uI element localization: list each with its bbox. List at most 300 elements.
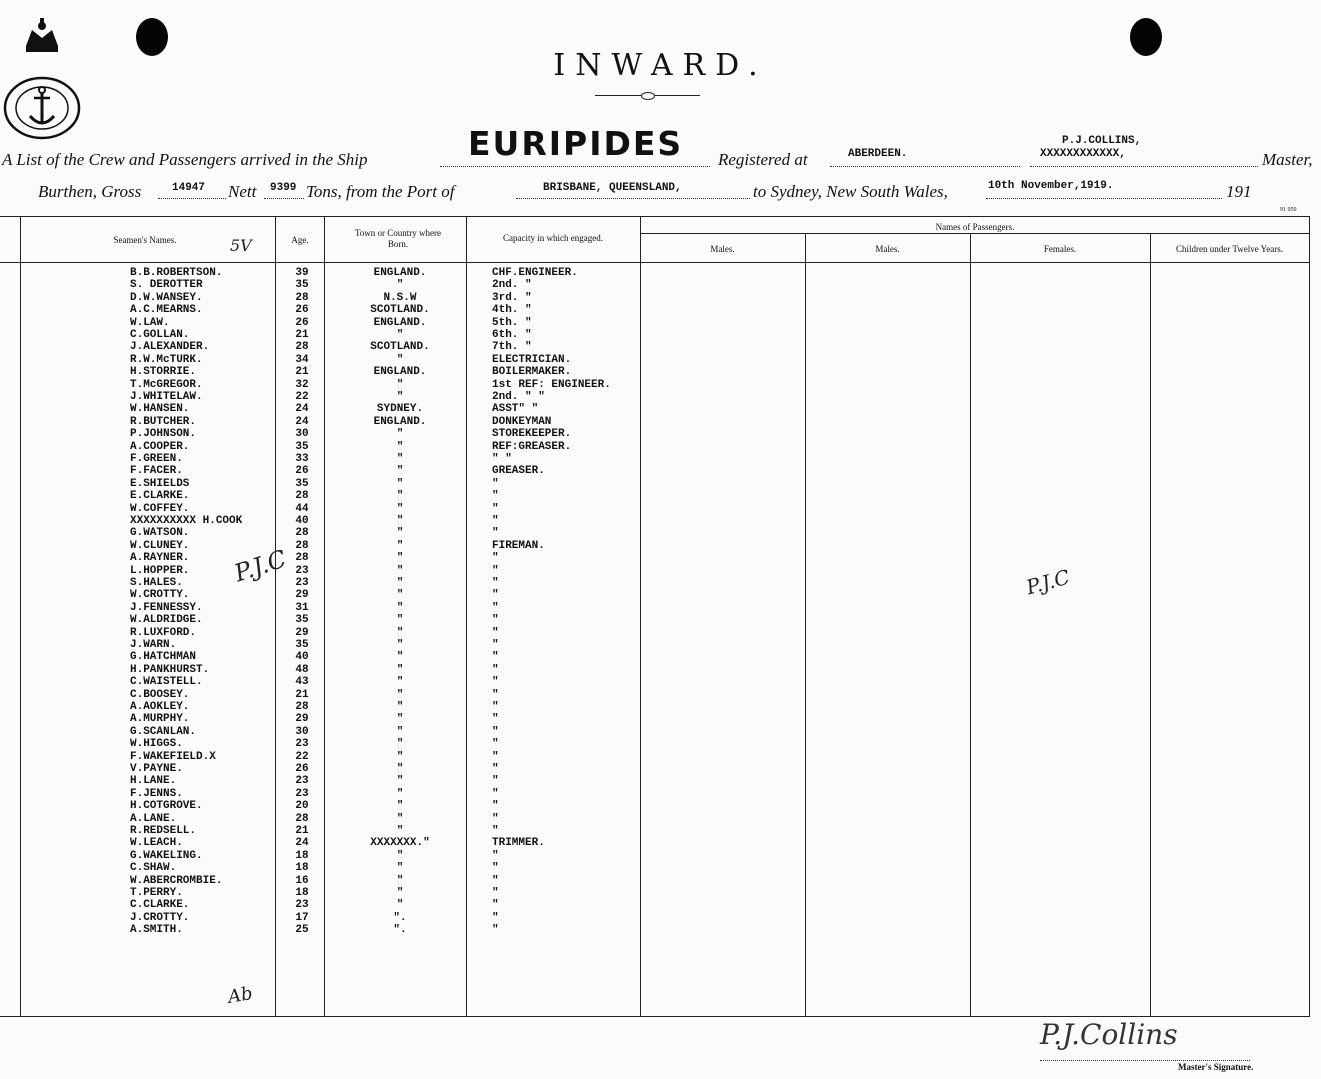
crew-age: 40 [295, 515, 309, 527]
crew-capacity: BOILERMAKER. [492, 366, 572, 379]
crew-capacity: " [492, 701, 499, 713]
crew-born: " [396, 763, 404, 775]
crew-capacity: ASST" " [492, 403, 539, 416]
crew-born: " [396, 626, 404, 639]
crew-capacity: " [492, 849, 499, 862]
crew-born: " [396, 329, 404, 341]
crew-row [0, 515, 640, 528]
crew-name: C.CLARKE. [130, 899, 190, 912]
crew-born: " [396, 601, 404, 614]
crew-age: 24 [295, 403, 309, 416]
crew-born: " [396, 589, 404, 602]
crew-born: " [396, 539, 404, 552]
from-port: BRISBANE, QUEENSLAND, [543, 182, 682, 194]
crew-name: C.BOOSEY. [130, 688, 190, 701]
crew-age: 22 [295, 391, 309, 403]
form-number: 91 950 [1280, 207, 1297, 213]
crew-age: 26 [295, 316, 309, 329]
crew-born: " [396, 787, 404, 800]
crew-born: " [396, 391, 404, 403]
crew-row [0, 552, 640, 565]
arrival-date: 10th November,1919. [988, 180, 1114, 192]
crew-capacity: " [492, 688, 499, 701]
crew-capacity: " [492, 502, 499, 515]
crew-born: " [396, 279, 404, 292]
crew-name: H.LANE. [130, 775, 177, 788]
crew-age: 29 [295, 589, 309, 602]
crew-born: " [396, 428, 404, 441]
crew-row [0, 341, 640, 354]
table-top-rule [0, 216, 1310, 217]
year-label: 191 [1226, 182, 1252, 201]
crew-name: F.JENNS. [130, 787, 183, 800]
crew-capacity: " [492, 663, 499, 676]
crew-name: G.SCANLAN. [130, 725, 197, 738]
crew-capacity: " [492, 800, 499, 813]
page-title: INWARD. [553, 48, 768, 83]
crew-capacity: FIREMAN. [492, 539, 545, 552]
crew-age: 17 [295, 911, 309, 924]
crew-born: ENGLAND. [373, 316, 427, 329]
crew-age: 24 [295, 837, 309, 850]
header-seamens-names: Seamen's Names. [113, 235, 177, 245]
crew-row [0, 453, 640, 466]
crew-row [0, 639, 640, 652]
crew-row [0, 403, 640, 416]
crew-row [0, 751, 640, 764]
crew-row [0, 490, 640, 503]
crew-age: 35 [295, 477, 309, 490]
crew-age: 33 [295, 453, 309, 465]
crew-name: H.PANKHURST. [130, 663, 210, 676]
crew-born: " [396, 663, 404, 676]
crew-name: W.HANSEN. [130, 403, 190, 416]
header-passengers: Names of Passengers. [935, 222, 1015, 232]
crew-name: A.C.MEARNS. [130, 304, 203, 317]
crew-name: H.COTGROVE. [130, 800, 203, 813]
crew-capacity: GREASER. [492, 465, 545, 478]
crew-capacity: DONKEYMAN [492, 415, 552, 428]
table-bottom-rule [0, 1016, 1310, 1017]
crew-born: " [396, 639, 404, 651]
crew-name: XXXXXXXXXX H.COOK [130, 515, 243, 527]
crew-name: E.SHIELDS [130, 477, 190, 490]
crew-name: F.GREEN. [130, 453, 183, 465]
crew-age: 23 [295, 787, 309, 800]
crew-born: " [396, 862, 404, 875]
header-age: Age. [291, 235, 309, 245]
crew-capacity: 2nd. " " [492, 391, 545, 403]
crew-row [0, 875, 640, 888]
crew-capacity: " " [492, 453, 512, 465]
column-header-rule [0, 262, 1310, 263]
crew-born: " [396, 353, 404, 366]
crew-age: 26 [295, 465, 309, 478]
crew-row [0, 267, 640, 280]
crew-born: " [396, 676, 404, 689]
crew-capacity: " [492, 614, 499, 627]
crew-row [0, 664, 640, 677]
crew-born: " [396, 651, 404, 664]
crew-born: " [396, 688, 404, 701]
crew-age: 20 [295, 800, 309, 813]
header-born: Town or Country where Born. [354, 228, 442, 249]
crew-name: E.CLARKE. [130, 490, 190, 503]
crew-age: 28 [295, 341, 309, 354]
crew-capacity: " [492, 725, 499, 738]
crew-age: 21 [295, 825, 309, 837]
crew-name: W.LEACH. [130, 837, 183, 850]
header-children: Children under Twelve Years. [1176, 244, 1283, 254]
crew-born: ENGLAND. [373, 415, 427, 428]
tons-from-label: Tons, from the Port of [306, 182, 455, 201]
crew-name: L.HOPPER. [130, 564, 190, 577]
crew-capacity: " [492, 626, 499, 639]
crew-age: 28 [295, 291, 309, 304]
header-females: Females. [1043, 244, 1077, 254]
crew-name: A.AOKLEY. [130, 701, 190, 713]
crew-born: SYDNEY. [376, 403, 424, 416]
crew-name: W.LAW. [130, 316, 170, 329]
gross-tonnage: 14947 [172, 182, 206, 194]
master-signature: P.J.Collins [1040, 1018, 1178, 1051]
crew-row [0, 565, 640, 578]
crew-capacity: " [492, 713, 499, 726]
crew-name: R.REDSELL. [130, 825, 197, 837]
crew-name: G.WATSON. [130, 527, 190, 540]
crew-born: SCOTLAND. [370, 304, 430, 317]
crew-born: " [396, 800, 404, 813]
crew-born: " [396, 775, 404, 788]
crew-age: 23 [295, 577, 309, 589]
crew-born: " [396, 527, 404, 540]
crew-name: C.SHAW. [130, 862, 177, 875]
crew-row [0, 689, 640, 702]
crew-capacity: " [492, 515, 499, 527]
crew-age: 44 [295, 502, 309, 515]
crew-name: F.WAKEFIELD.X [130, 750, 216, 763]
crew-name: G.HATCHMAN [130, 651, 197, 664]
crew-name: R.W.McTURK. [130, 353, 203, 366]
crew-capacity: TRIMMER. [492, 837, 545, 850]
crew-age: 21 [295, 329, 309, 341]
crew-age: 34 [295, 353, 309, 366]
crew-name: W.HIGGS. [130, 738, 183, 751]
crew-row [0, 862, 640, 875]
crew-name: C.WAISTELL. [130, 676, 203, 689]
crew-capacity: " [492, 899, 499, 912]
crew-name: H.STORRIE. [130, 366, 197, 379]
crew-capacity: " [492, 676, 499, 689]
list-intro-text: A List of the Crew and Passengers arrived in the Ship [2, 150, 368, 169]
crew-name: R.BUTCHER. [130, 415, 197, 428]
crew-row [0, 887, 640, 900]
crew-row [0, 899, 640, 912]
crew-row [0, 800, 640, 813]
crew-row [0, 614, 640, 627]
crew-name: A.RAYNER. [130, 552, 190, 565]
crew-age: 32 [295, 378, 309, 391]
crew-row [0, 713, 640, 726]
nett-label: Nett [228, 182, 257, 201]
crew-born: " [396, 887, 404, 899]
crew-row [0, 292, 640, 305]
crew-capacity: STOREKEEPER. [492, 428, 572, 441]
crew-row [0, 354, 640, 367]
crew-age: 30 [295, 428, 309, 441]
crew-capacity: ELECTRICIAN. [492, 353, 572, 366]
crew-row [0, 279, 640, 292]
crew-born: " [396, 378, 404, 391]
crew-born: N.S.W [383, 291, 417, 304]
crew-row [0, 540, 640, 553]
crew-age: 31 [295, 601, 309, 614]
crew-row [0, 850, 640, 863]
crew-age: 28 [295, 701, 309, 713]
crew-born: ENGLAND. [373, 366, 427, 379]
crew-capacity: " [492, 775, 499, 788]
crew-row [0, 627, 640, 640]
crew-name: W.CROTTY. [130, 589, 190, 602]
crew-name: J.FENNESSY. [130, 601, 203, 614]
crew-born: " [396, 552, 404, 565]
crew-row [0, 775, 640, 788]
crew-row [0, 379, 640, 392]
crew-row [0, 924, 640, 937]
crew-born: ENGLAND. [373, 267, 427, 279]
passenger-header-rule [640, 233, 1310, 234]
crew-row [0, 304, 640, 317]
crew-row [0, 391, 640, 404]
from-port-dotted-line [516, 198, 750, 199]
crew-capacity: " [492, 564, 499, 577]
crew-age: 23 [295, 564, 309, 577]
initials-left: P.J.C [230, 544, 290, 588]
crew-born: XXXXXXX." [370, 837, 430, 850]
crew-row [0, 813, 640, 826]
crew-capacity: " [492, 477, 499, 490]
date-dotted-line [986, 198, 1222, 199]
crew-age: 29 [295, 626, 309, 639]
crew-capacity: " [492, 887, 499, 899]
crew-capacity: " [492, 750, 499, 763]
header-males-1: Males. [710, 244, 735, 254]
crew-capacity: " [492, 589, 499, 602]
crew-age: 28 [295, 527, 309, 540]
crew-born: " [396, 874, 404, 887]
crew-row [0, 329, 640, 342]
crew-born: " [396, 440, 404, 453]
crew-born: " [396, 701, 404, 713]
crew-name: R.LUXFORD. [130, 626, 197, 639]
names-note: 5V [230, 236, 252, 255]
crew-name: A.MURPHY. [130, 713, 190, 726]
crew-capacity: " [492, 490, 499, 503]
crew-age: 18 [295, 862, 309, 875]
crew-born: " [396, 502, 404, 515]
crew-row [0, 317, 640, 330]
crew-name: F.FACER. [130, 465, 183, 478]
crew-name: W.CLUNEY. [130, 539, 190, 552]
crew-name: W.ALDRIDGE. [130, 614, 203, 627]
crew-capacity: " [492, 812, 499, 825]
crew-born: " [396, 725, 404, 738]
crew-row [0, 503, 640, 516]
crew-born: " [396, 849, 404, 862]
crew-capacity: " [492, 738, 499, 751]
crew-age: 28 [295, 539, 309, 552]
crew-born: ". [393, 924, 407, 937]
crew-age: 26 [295, 763, 309, 775]
crew-row [0, 589, 640, 602]
crew-name: D.W.WANSEY. [130, 291, 203, 304]
header-males-2: Males. [875, 244, 900, 254]
signature-dotted-line [1040, 1060, 1250, 1061]
crew-capacity: 2nd. " [492, 279, 532, 292]
crew-born: " [396, 564, 404, 577]
crew-row [0, 912, 640, 925]
crew-age: 23 [295, 738, 309, 751]
crew-name: P.JOHNSON. [130, 428, 197, 441]
crew-name: W.ABERCROMBIE. [130, 874, 223, 887]
crew-capacity: " [492, 862, 499, 875]
crew-capacity: " [492, 552, 499, 565]
col-divider-capacity [640, 216, 641, 1016]
crew-capacity: CHF.ENGINEER. [492, 267, 578, 279]
crew-age: 22 [295, 750, 309, 763]
crew-capacity: " [492, 577, 499, 589]
ship-name-dotted-line [440, 166, 710, 167]
crew-capacity: " [492, 787, 499, 800]
crew-capacity: " [492, 763, 499, 775]
col-divider-males2 [970, 233, 971, 1016]
header-capacity: Capacity in which engaged. [503, 233, 603, 243]
ship-name: EURIPIDES [468, 124, 684, 163]
nett-dotted-line [264, 198, 304, 199]
col-divider-males1 [805, 233, 806, 1016]
crew-name: C.GOLLAN. [130, 329, 190, 341]
burthen-label: Burthen, Gross [38, 182, 142, 201]
crew-capacity: " [492, 527, 499, 540]
crew-born: " [396, 825, 404, 837]
signature-label: Master's Signature. [1178, 1062, 1254, 1072]
registered-dotted-line [830, 166, 1020, 167]
crew-age: 16 [295, 874, 309, 887]
crew-age: 21 [295, 366, 309, 379]
nett-tonnage: 9399 [270, 182, 297, 194]
crew-age: 40 [295, 651, 309, 664]
crew-row [0, 441, 640, 454]
crew-age: 18 [295, 887, 309, 899]
master-label: Master, [1262, 150, 1313, 169]
crew-capacity: " [492, 911, 499, 924]
crew-age: 29 [295, 713, 309, 726]
crew-row [0, 651, 640, 664]
crew-born: " [396, 465, 404, 478]
crew-row [0, 837, 640, 850]
crew-capacity: " [492, 874, 499, 887]
crew-capacity: " [492, 924, 499, 937]
crew-born: " [396, 812, 404, 825]
crew-row [0, 465, 640, 478]
crew-age: 28 [295, 490, 309, 503]
crew-name: A.SMITH. [130, 924, 183, 937]
registered-port: ABERDEEN. [848, 148, 908, 160]
crew-age: 23 [295, 775, 309, 788]
title-ornament [641, 92, 655, 100]
crew-row [0, 602, 640, 615]
crew-name: S. DEROTTER [130, 279, 203, 292]
crew-age: 35 [295, 279, 309, 292]
crew-row [0, 726, 640, 739]
master-name: P.J.COLLINS, [1062, 135, 1142, 147]
crew-row [0, 763, 640, 776]
crew-born: " [396, 713, 404, 726]
master-dotted-line [1030, 166, 1258, 167]
crew-name: J.WARN. [130, 639, 177, 651]
crew-age: 35 [295, 639, 309, 651]
crew-row [0, 701, 640, 714]
crew-age: 21 [295, 688, 309, 701]
crew-born: " [396, 453, 404, 465]
crew-row [0, 366, 640, 379]
crew-row [0, 478, 640, 491]
crew-name: J.WHITELAW. [130, 391, 203, 403]
crew-capacity: 7th. " [492, 341, 532, 354]
crew-capacity: " [492, 601, 499, 614]
crew-age: 30 [295, 725, 309, 738]
to-sydney-label: to Sydney, New South Wales, [753, 182, 948, 201]
crew-capacity: " [492, 651, 499, 664]
crew-name: J.ALEXANDER. [130, 341, 210, 354]
crew-name: V.PAYNE. [130, 763, 183, 775]
crew-age: 28 [295, 552, 309, 565]
crew-age: 24 [295, 415, 309, 428]
crew-born: " [396, 477, 404, 490]
crew-name: B.B.ROBERTSON. [130, 267, 223, 279]
crew-age: 28 [295, 812, 309, 825]
master-struck-text: XXXXXXXXXXXX, [1040, 148, 1126, 160]
crew-capacity: 1st REF: ENGINEER. [492, 378, 611, 391]
crew-age: 25 [295, 924, 309, 937]
crew-capacity: 3rd. " [492, 291, 532, 304]
crew-capacity: 5th. " [492, 316, 532, 329]
crew-age: 23 [295, 899, 309, 912]
crew-age: 35 [295, 440, 309, 453]
crew-born: ". [393, 911, 407, 924]
crew-name: A.COOPER. [130, 440, 190, 453]
crew-age: 26 [295, 304, 309, 317]
crew-capacity: " [492, 825, 499, 837]
crew-row [0, 825, 640, 838]
crew-capacity: " [492, 639, 499, 651]
initials-bottom: Ab [226, 983, 255, 1008]
crew-born: " [396, 515, 404, 527]
crew-capacity: 4th. " [492, 304, 532, 317]
crew-row [0, 416, 640, 429]
col-divider-right [1309, 216, 1310, 1016]
crew-capacity: REF:GREASER. [492, 440, 572, 453]
crew-name: T.McGREGOR. [130, 378, 203, 391]
crew-born: " [396, 614, 404, 627]
crew-age: 39 [295, 267, 309, 279]
crew-age: 48 [295, 663, 309, 676]
crew-name: S.HALES. [130, 577, 183, 589]
crew-born: " [396, 490, 404, 503]
crew-row [0, 738, 640, 751]
crew-capacity: 6th. " [492, 329, 532, 341]
crew-row [0, 577, 640, 590]
